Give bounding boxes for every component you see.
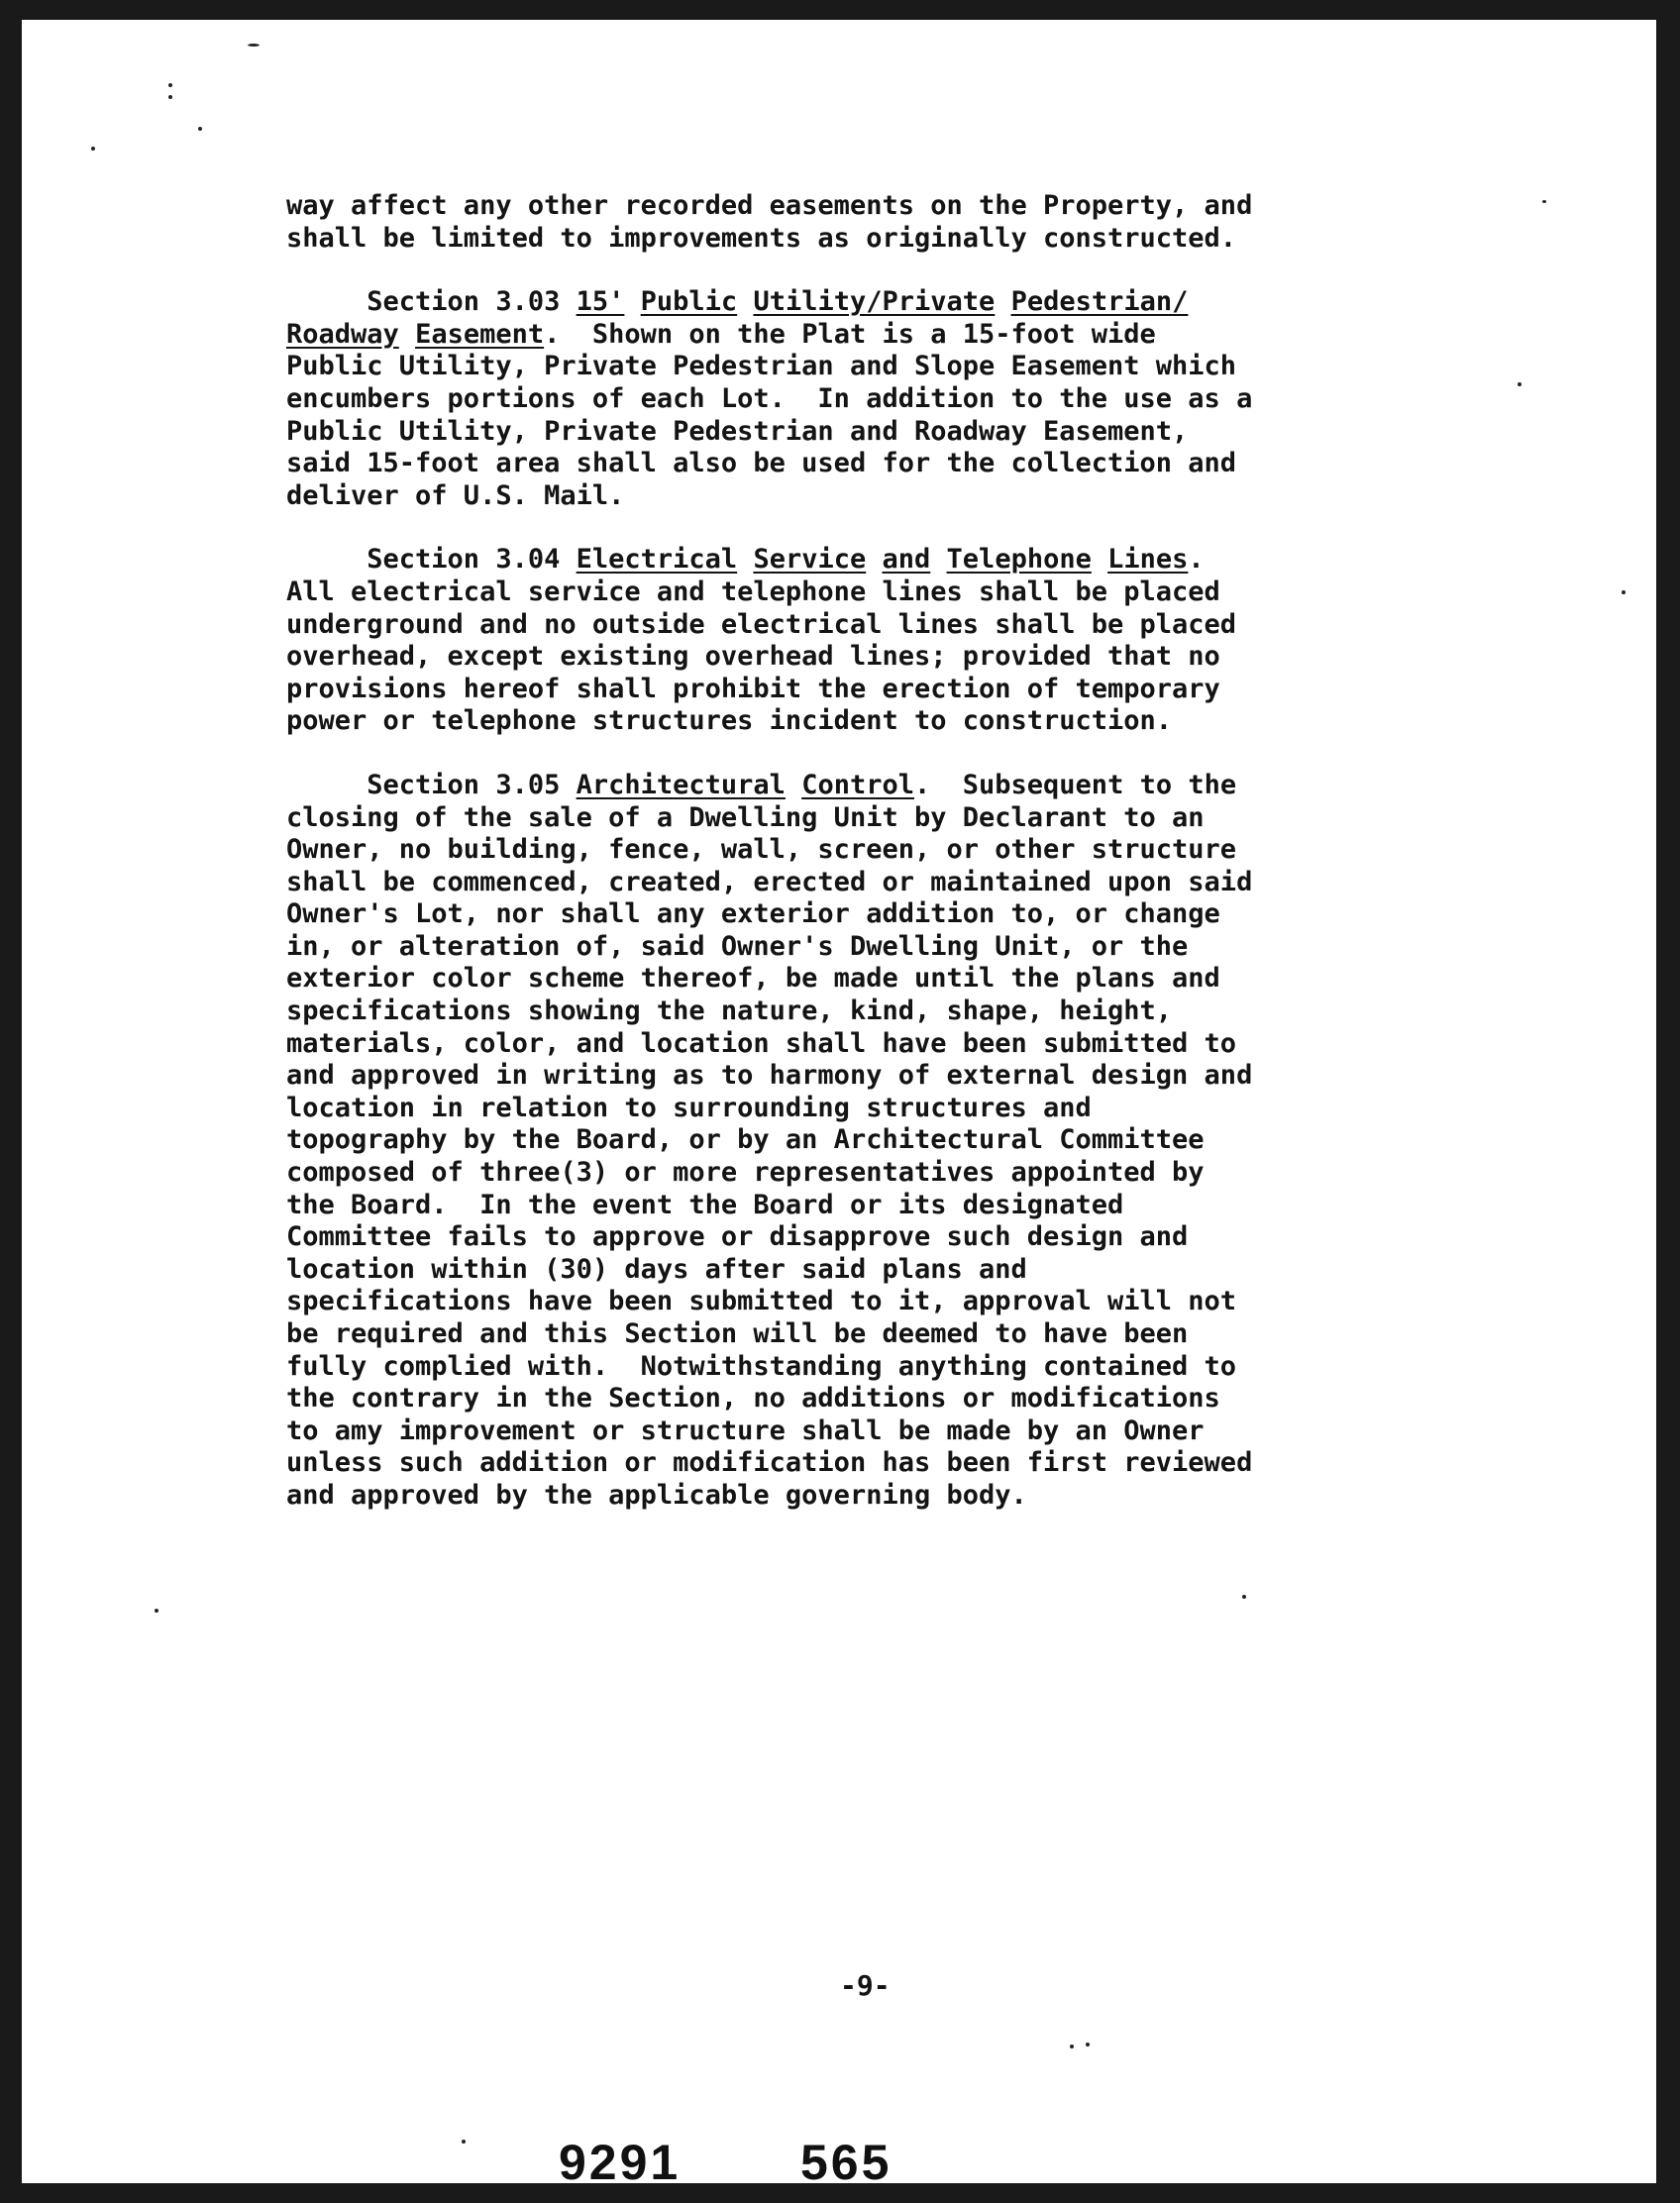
section-title-part: Lines bbox=[1107, 544, 1189, 576]
section-title-part: Public bbox=[640, 286, 738, 318]
text-line: composed of three(3) or more representatives appointed by bbox=[286, 1157, 1205, 1189]
document-body bbox=[286, 190, 1455, 1513]
text-line: overhead, except existing overhead lines; provided that no bbox=[286, 641, 1220, 673]
section-title-part: 15' bbox=[576, 286, 625, 318]
text-line: Public Utility, Private Pedestrian and Roadway Easement, bbox=[286, 415, 1189, 447]
text-line: closing of the sale of a Dwelling Unit by Declarant to an bbox=[286, 801, 1205, 833]
text-line: All electrical service and telephone lines shall be placed bbox=[286, 576, 1220, 607]
text-line: be required and this Section will be deemed to have been bbox=[286, 1318, 1189, 1349]
text-line: underground and no outside electrical lines shall be placed bbox=[286, 608, 1237, 640]
scan-speck bbox=[462, 2140, 466, 2144]
text-line: shall be commenced, created, erected or maintained upon said bbox=[286, 866, 1253, 897]
text-line: topography by the Board, or by an Architectural Committee bbox=[286, 1124, 1205, 1156]
text-line: specifications showing the nature, kind, shape, height, bbox=[286, 996, 1173, 1027]
text-line: Owner, no building, fence, wall, screen, or other structure bbox=[286, 834, 1237, 866]
text-line: the Board. In the event the Board or its designated bbox=[286, 1189, 1124, 1220]
scan-speck bbox=[91, 147, 95, 151]
text-line: unless such addition or modification has been first reviewed bbox=[286, 1447, 1253, 1479]
section-title-part: Pedestrian/ bbox=[1010, 286, 1189, 318]
text-line: fully complied with. Notwithstanding anything contained to bbox=[286, 1350, 1237, 1382]
text-line: in, or alteration of, said Owner's Dwelling Unit, or the bbox=[286, 930, 1189, 962]
scan-speck bbox=[198, 127, 202, 131]
page-reference-number: 565 bbox=[800, 2135, 892, 2190]
text-line: and approved in writing as to harmony of external design and bbox=[286, 1060, 1253, 1092]
section-3-05-heading-line: Section 3.05 Architectural Control. Subsequent to the bbox=[286, 769, 1237, 800]
text-line: materials, color, and location shall have been submitted to bbox=[286, 1027, 1237, 1059]
book-number: 9291 bbox=[559, 2135, 682, 2190]
section-title-part: Service bbox=[753, 544, 867, 576]
text-line: power or telephone structures incident to construction. bbox=[286, 705, 1173, 737]
text-line: Owner's Lot, nor shall any exterior addition to, or change bbox=[286, 898, 1220, 930]
scan-speck bbox=[1070, 2045, 1074, 2048]
text-line: specifications have been submitted to it, approval will not bbox=[286, 1286, 1237, 1317]
text-line: location in relation to surrounding structures and bbox=[286, 1092, 1092, 1123]
section-title-part: Telephone bbox=[946, 544, 1092, 576]
text-line: said 15-foot area shall also be used for the collection and bbox=[286, 448, 1237, 479]
text-line: encumbers portions of each Lot. In addition to the use as a bbox=[286, 382, 1253, 414]
section-label: Section 3.05 bbox=[286, 769, 577, 800]
scan-speck bbox=[1622, 590, 1626, 594]
text-line: way affect any other recorded easements on the Property, and bbox=[286, 190, 1253, 221]
scan-speck bbox=[1242, 1595, 1246, 1599]
text-line: deliver of U.S. Mail. bbox=[286, 479, 625, 511]
scan-speck bbox=[248, 44, 260, 47]
section-label: Section 3.03 bbox=[286, 286, 577, 318]
text-line: Roadway Easement. Shown on the Plat is a 15-foot wide bbox=[286, 318, 1156, 350]
section-title-part: Roadway bbox=[286, 318, 399, 350]
section-title-part: Control bbox=[801, 769, 914, 800]
section-title-part: Easement bbox=[415, 318, 545, 350]
section-3-04-heading-line: Section 3.04 Electrical Service and Telephone Lines. bbox=[286, 544, 1205, 576]
section-title-part: Electrical bbox=[576, 544, 738, 576]
text-line: shall be limited to improvements as originally constructed. bbox=[286, 222, 1237, 254]
section-title-part: and bbox=[882, 544, 931, 576]
section-title-part: Utility/Private bbox=[753, 286, 996, 318]
text-line: provisions hereof shall prohibit the erection of temporary bbox=[286, 673, 1220, 704]
scan-speck bbox=[168, 83, 172, 87]
document-page bbox=[22, 20, 1656, 2190]
section-title-part: Architectural bbox=[576, 769, 786, 800]
scan-speck bbox=[168, 95, 172, 99]
text-line: location within (30) days after said plans and bbox=[286, 1253, 1027, 1285]
text-line: and approved by the applicable governing body. bbox=[286, 1479, 1027, 1511]
page-number: -9- bbox=[840, 1969, 891, 2002]
text-line: the contrary in the Section, no additions or modifications bbox=[286, 1383, 1220, 1415]
text-line: exterior color scheme thereof, be made until the plans and bbox=[286, 963, 1220, 995]
section-3-03-heading-line bbox=[286, 286, 1455, 319]
text-line: Committee fails to approve or disapprove such design and bbox=[286, 1221, 1189, 1253]
scan-speck bbox=[155, 1609, 158, 1613]
section-label: Section 3.04 bbox=[286, 544, 577, 576]
scan-speck bbox=[1086, 2043, 1090, 2046]
text-line: to amy improvement or structure shall be made by an Owner bbox=[286, 1415, 1205, 1446]
text-line: Public Utility, Private Pedestrian and Slope Easement which bbox=[286, 351, 1237, 382]
scan-speck bbox=[1518, 382, 1522, 386]
scan-speck bbox=[1542, 200, 1546, 203]
